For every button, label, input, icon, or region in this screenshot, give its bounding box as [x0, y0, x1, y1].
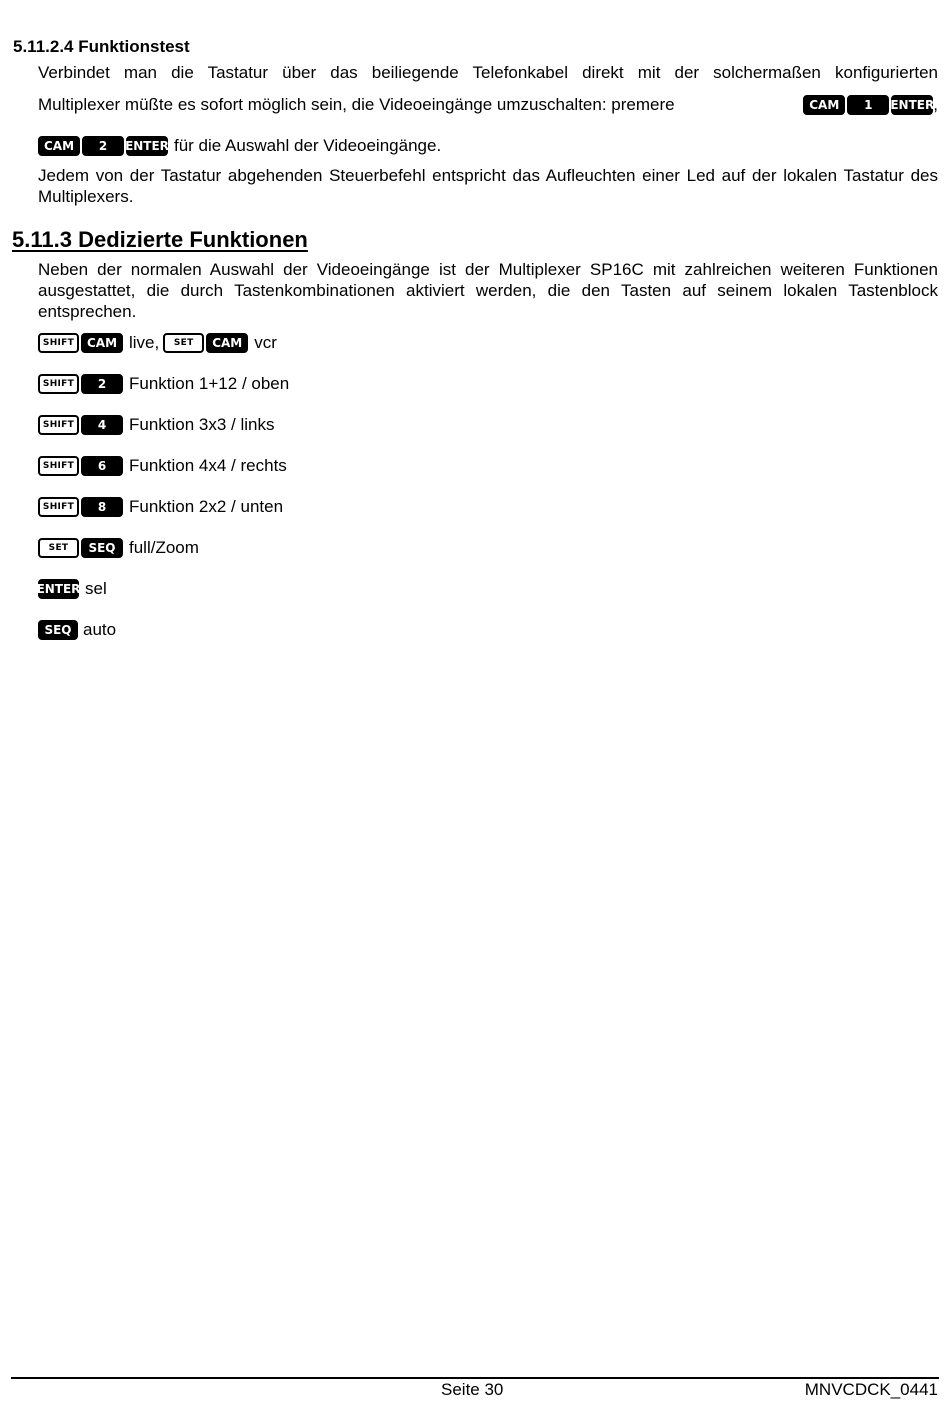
sequence-description: für die Auswahl der Videoeingänge. [174, 136, 442, 155]
enter-key: ENTER [38, 579, 79, 599]
function-row [38, 619, 116, 641]
section-heading-5-11-3: 5.11.3 Dedizierte Funktionen [12, 227, 308, 252]
cam-key: CAM [206, 333, 248, 353]
function-label: sel [85, 579, 107, 598]
function-label: full/Zoom [129, 538, 199, 557]
document-code: MNVCDCK_0441 [804, 1380, 938, 1399]
enter-key: ENTER [891, 95, 933, 115]
function-row [38, 496, 283, 518]
function-row [38, 414, 275, 436]
page-number: Seite 30 [441, 1380, 504, 1399]
digit-2-key: 2 [82, 136, 124, 156]
paragraph: Jedem von der Tastatur abgehenden Steuerbefehl entspricht das Aufleuchten einer Led auf der lokalen Tastatur des Multiplexers. [38, 166, 938, 206]
set-key: SET [163, 333, 204, 353]
paragraph-line: Verbindet man die Tastatur über das beiliegende Telefonkabel direkt mit der solchermaßen konfigurierten [38, 63, 938, 82]
seq-key: SEQ [38, 620, 78, 640]
shift-key: SHIFT [38, 497, 79, 517]
function-label: Funktion 2x2 / unten [129, 497, 284, 516]
function-label: auto [83, 620, 117, 639]
enter-key: ENTER [126, 136, 168, 156]
function-row-live-vcr [38, 332, 277, 354]
cam-key: CAM [38, 136, 80, 156]
paragraph-text: Multiplexer müßte es sofort möglich sein, die Videoeingänge umzuschalten: premere [38, 95, 675, 114]
shift-key: SHIFT [38, 456, 79, 476]
key-sequence [803, 95, 938, 115]
paragraph: Neben der normalen Auswahl der Videoeingänge ist der Multiplexer SP16C mit zahlreichen weiteren Funktionen ausgestattet, die durch Tastenkombinationen aktiviert werden, die den Tasten auf seinem lokalen Tastenblock entsprechen. [38, 260, 938, 321]
function-row [38, 537, 199, 559]
cam-key: CAM [81, 333, 123, 353]
function-label: vcr [254, 333, 277, 352]
sequence-separator: , [933, 95, 938, 114]
function-label: Funktion 3x3 / links [129, 415, 275, 434]
function-label: Funktion 4x4 / rechts [129, 456, 287, 475]
function-row [38, 455, 287, 477]
function-label: Funktion 1+12 / oben [129, 374, 290, 393]
cam-key: CAM [803, 95, 845, 115]
digit-4-key: 4 [81, 415, 123, 435]
function-row [38, 373, 289, 395]
function-label: live, [129, 333, 160, 352]
shift-key: SHIFT [38, 333, 79, 353]
footer-divider [11, 1377, 939, 1379]
key-sequence-line [38, 135, 441, 157]
shift-key: SHIFT [38, 415, 79, 435]
function-row [38, 578, 107, 600]
digit-1-key: 1 [847, 95, 889, 115]
seq-key: SEQ [81, 538, 123, 558]
paragraph-line-with-keys [38, 94, 938, 116]
digit-8-key: 8 [81, 497, 123, 517]
shift-key: SHIFT [38, 374, 79, 394]
digit-2-key: 2 [81, 374, 123, 394]
set-key: SET [38, 538, 79, 558]
section-heading-5-11-2-4: 5.11.2.4 Funktionstest [13, 37, 190, 56]
digit-6-key: 6 [81, 456, 123, 476]
